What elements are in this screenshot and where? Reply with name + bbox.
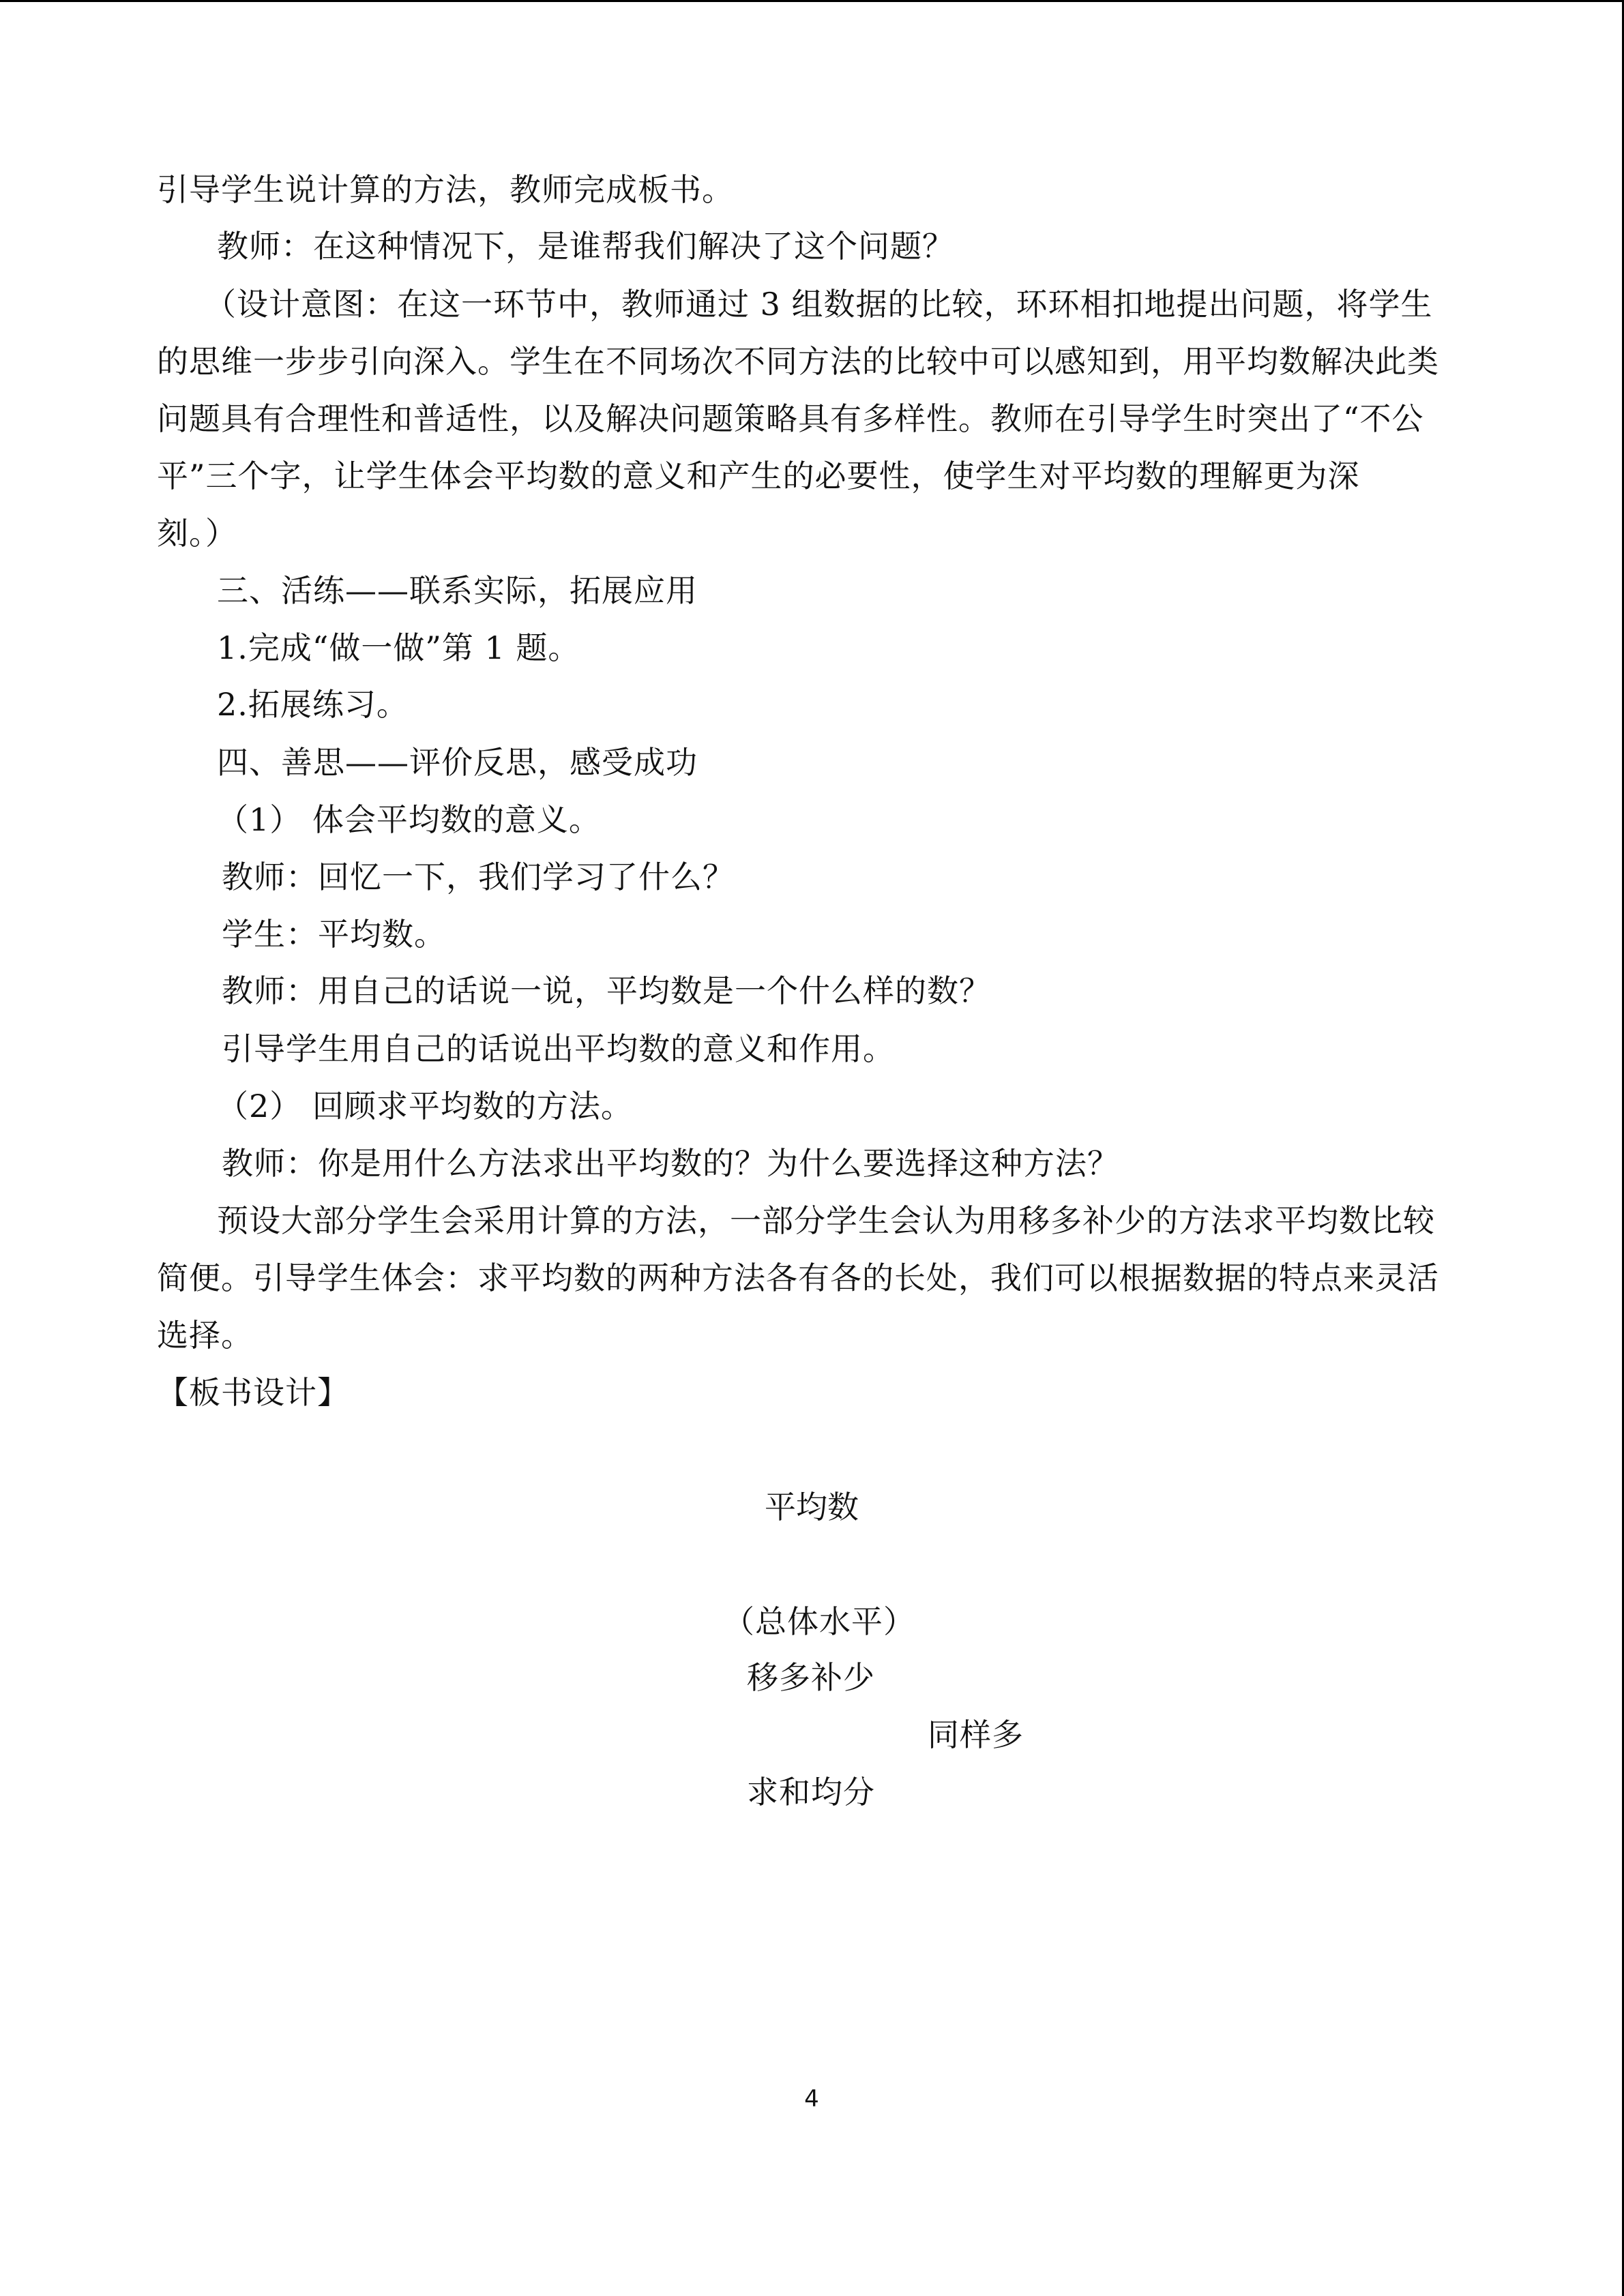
board-overall-level: （总体水平）	[723, 1603, 915, 1640]
paragraph-line: 1.完成“做一做”第 1 题。	[217, 629, 580, 666]
board-method-move: 移多补少	[747, 1659, 875, 1696]
paragraph-line: （2） 回顾求平均数的方法。	[217, 1088, 633, 1124]
top-border	[0, 0, 1624, 2]
paragraph-line: 学生：平均数。	[222, 916, 446, 953]
paragraph-line: 问题具有合理性和普适性，以及解决问题策略具有多样性。教师在引导学生时突出了“不公	[157, 400, 1424, 437]
paragraph-line: 简便。引导学生体会：求平均数的两种方法各有各的长处，我们可以根据数据的特点来灵活	[157, 1259, 1439, 1296]
paragraph-line: 平”三个字，让学生体会平均数的意义和产生的必要性，使学生对平均数的理解更为深	[157, 458, 1360, 494]
board-result-equal: 同样多	[928, 1716, 1024, 1753]
paragraph-line: 教师：你是用什么方法求出平均数的？为什么要选择这种方法？	[222, 1145, 1119, 1182]
paragraph-line: 2.拓展练习。	[217, 686, 409, 723]
paragraph-line: 教师：用自己的话说一说，平均数是一个什么样的数？	[222, 972, 991, 1009]
paragraph-line: （设计意图：在这一环节中，教师通过 3 组数据的比较，环环相扣地提出问题，将学生	[205, 286, 1433, 323]
paragraph-line: 引导学生用自己的话说出平均数的意义和作用。	[222, 1030, 895, 1067]
paragraph-line: 预设大部分学生会采用计算的方法，一部分学生会认为用移多补少的方法求平均数比较	[217, 1202, 1435, 1239]
paragraph-line: 教师：在这种情况下，是谁帮我们解决了这个问题？	[217, 228, 954, 265]
section-heading: 四、善思——评价反思，感受成功	[217, 744, 698, 781]
board-method-sum: 求和均分	[747, 1774, 875, 1810]
paragraph-line: （1） 体会平均数的意义。	[217, 801, 601, 838]
paragraph-line: 刻。）	[157, 515, 237, 552]
board-title: 平均数	[765, 1489, 859, 1525]
paragraph-line: 选择。	[157, 1317, 253, 1354]
paragraph-line: 的思维一步步引向深入。学生在不同场次不同方法的比较中可以感知到，用平均数解决此类	[157, 343, 1439, 380]
board-design-heading: 【板书设计】	[157, 1374, 349, 1411]
page-number: 4	[804, 2085, 819, 2113]
paragraph-line: 引导学生说计算的方法，教师完成板书。	[157, 171, 734, 208]
paragraph-line: 教师：回忆一下，我们学习了什么？	[222, 859, 735, 895]
section-heading: 三、活练——联系实际，拓展应用	[217, 572, 698, 609]
